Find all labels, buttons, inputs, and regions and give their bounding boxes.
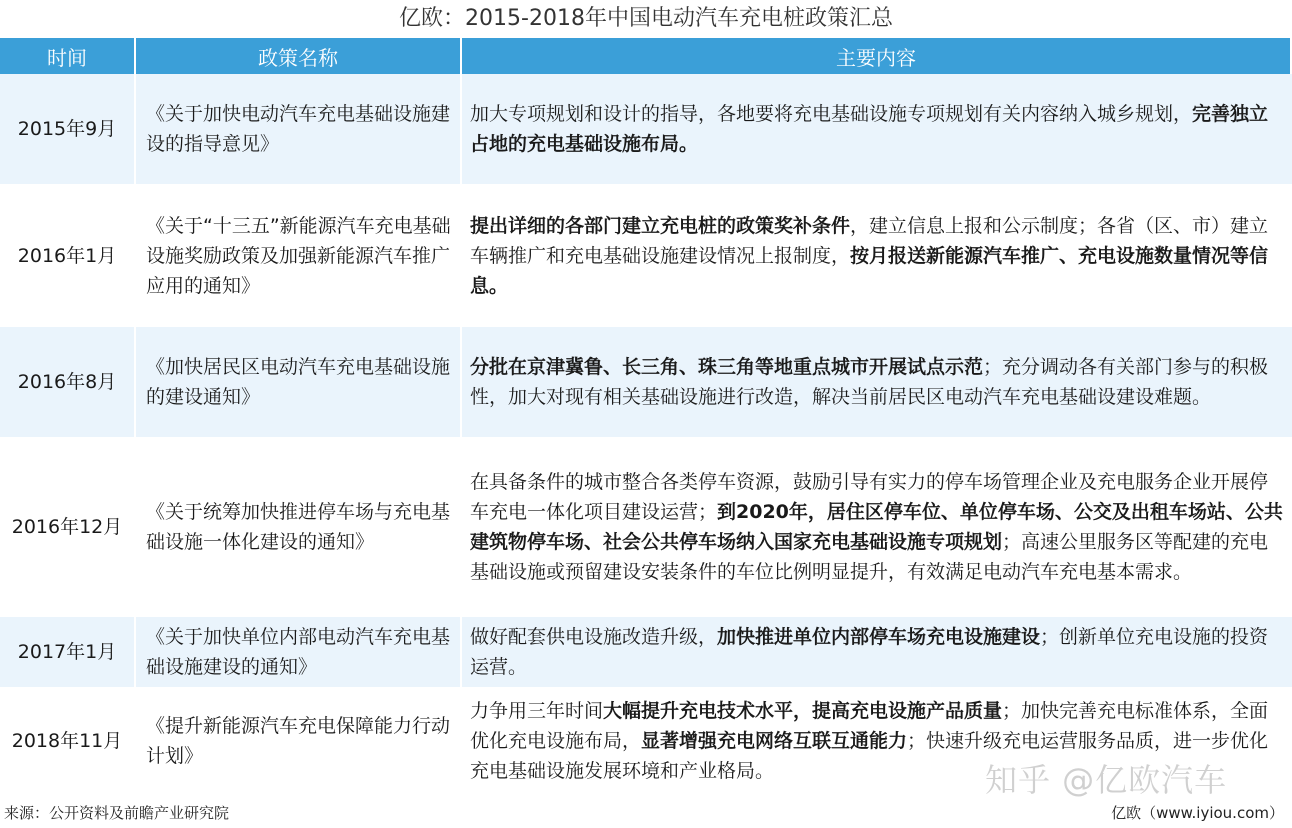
cell-time: 2018年11月 bbox=[0, 687, 136, 795]
content-segment: 在具备条件的城市整合各类停车资源，鼓励引导有实力的停车场管理企业及充电服务企业开展停车充电一体化项目建设运营； bbox=[470, 471, 1269, 523]
cell-name: 《关于“十三五”新能源汽车充电基础设施奖励政策及加强新能源汽车推广应用的通知》 bbox=[136, 184, 462, 327]
source-note: 来源：公开资料及前瞻产业研究院 bbox=[4, 804, 230, 822]
policy-table bbox=[0, 38, 1292, 795]
content-bold-segment: 到2020年，居住区停车位、单位停车场、公交及出租车场站、公共建筑物停车场、社会公共停车场纳入国家充电基础设施专项规划 bbox=[470, 501, 1283, 553]
content-bold-segment: 加快推进单位内部停车场充电设施建设 bbox=[717, 626, 1041, 648]
content-segment: ；快速升级充电运营服务品质，进一步优化充电基础设施发展环境和产业格局。 bbox=[470, 730, 1269, 782]
content-segment: ；充分调动各有关部门参与的积极性，加大对现有相关基础设施进行改造，解决当前居民区电动汽车充电基础设建设难题。 bbox=[470, 356, 1269, 408]
cell-name: 《关于统筹加快推进停车场与充电基础设施一体化建设的通知》 bbox=[136, 437, 462, 617]
cell-name: 《加快居民区电动汽车充电基础设施的建设通知》 bbox=[136, 327, 462, 437]
content-segment: ，建立信息上报和公示制度；各省（区、市）建立车辆推广和充电基础设施建设情况上报制度， bbox=[470, 214, 1269, 267]
content-segment: ；创新单位充电设施的投资运营。 bbox=[470, 626, 1269, 678]
content-text bbox=[470, 467, 1284, 587]
content-text bbox=[470, 211, 1284, 301]
cell-time: 2015年9月 bbox=[0, 74, 136, 184]
cell-time: 2017年1月 bbox=[0, 617, 136, 687]
page-title: 亿欧：2015-2018年中国电动汽车充电桩政策汇总 bbox=[399, 6, 893, 31]
content-bold-segment: 显著增强充电网络互联互通能力 bbox=[641, 730, 908, 752]
cell-time: 2016年1月 bbox=[0, 184, 136, 327]
content-bold-segment: 完善独立占地的充电基础设施布局。 bbox=[470, 103, 1269, 155]
content-text bbox=[470, 352, 1284, 412]
cell-name: 《提升新能源汽车充电保障能力行动计划》 bbox=[136, 687, 462, 795]
header-time: 时间 bbox=[0, 38, 136, 74]
content-bold-segment: 按月报送新能源汽车推广、充电设施数量情况等信息。 bbox=[470, 244, 1269, 297]
cell-time: 2016年12月 bbox=[0, 437, 136, 617]
cell-content bbox=[462, 617, 1292, 687]
header-content: 主要内容 bbox=[462, 38, 1292, 74]
cell-content bbox=[462, 184, 1292, 327]
cell-content bbox=[462, 327, 1292, 437]
content-segment: ；高速公里服务区等配建的充电基础设施或预留建设安装条件的车位比例明显提升，有效满足电动汽车充电基本需求。 bbox=[470, 531, 1269, 583]
content-bold-segment: 分批在京津冀鲁、长三角、珠三角等地重点城市开展试点示范 bbox=[470, 356, 984, 378]
content-text bbox=[470, 622, 1284, 682]
watermark: 知乎 @亿欧汽车 bbox=[985, 761, 1228, 799]
content-bold-segment: 大幅提升充电技术水平，提高充电设施产品质量 bbox=[603, 700, 1003, 722]
content-segment: ；加快完善充电标准体系，全面优化充电设施布局， bbox=[470, 700, 1269, 752]
cell-content bbox=[462, 437, 1292, 617]
cell-content bbox=[462, 74, 1292, 184]
header-name: 政策名称 bbox=[136, 38, 462, 74]
content-segment: 力争用三年时间 bbox=[470, 700, 604, 722]
content-bold-segment: 提出详细的各部门建立充电桩的政策奖补条件 bbox=[470, 214, 851, 237]
cell-time: 2016年8月 bbox=[0, 327, 136, 437]
cell-name: 《关于加快单位内部电动汽车充电基础设施建设的通知》 bbox=[136, 617, 462, 687]
content-text bbox=[470, 99, 1284, 159]
content-segment: 加大专项规划和设计的指导，各地要将充电基础设施专项规划有关内容纳入城乡规划， bbox=[470, 103, 1193, 125]
content-segment: 做好配套供电设施改造升级， bbox=[470, 626, 718, 648]
cell-name: 《关于加快电动汽车充电基础设施建设的指导意见》 bbox=[136, 74, 462, 184]
site-credit: 亿欧（www.iyiou.com） bbox=[1111, 804, 1284, 822]
